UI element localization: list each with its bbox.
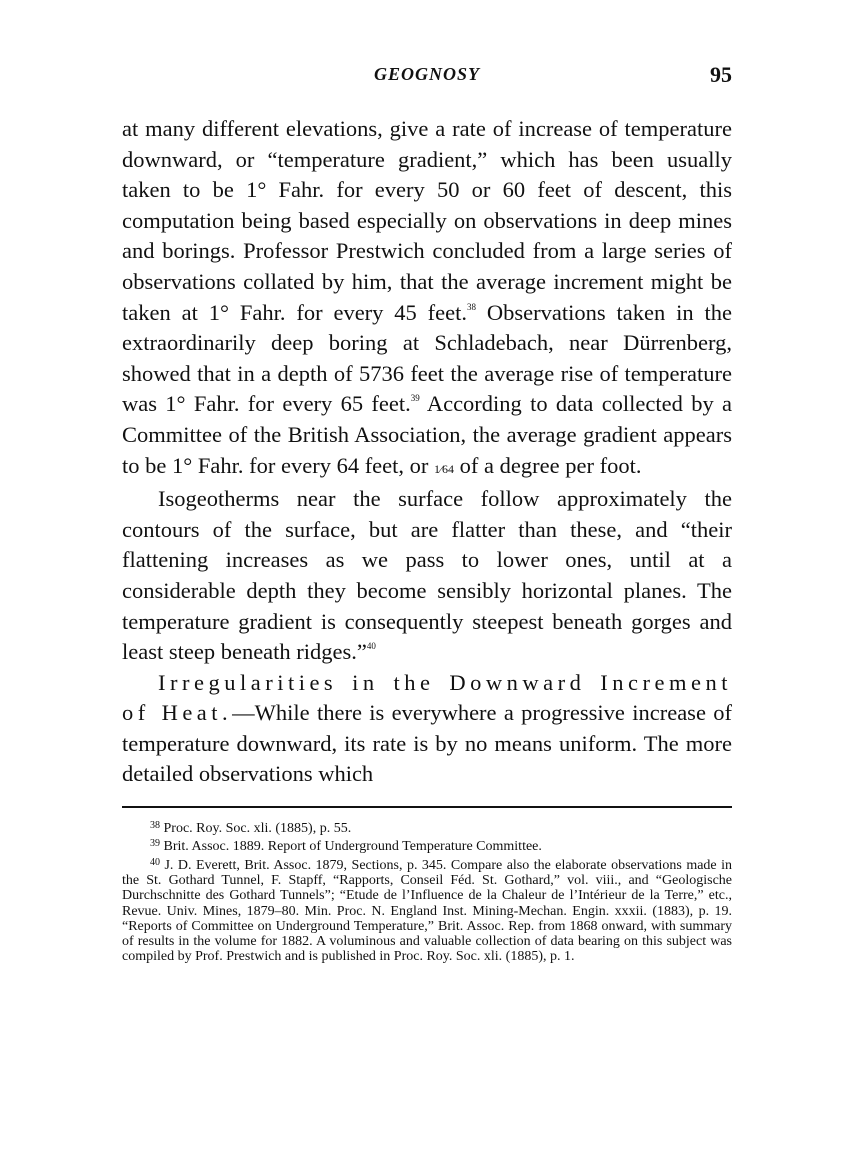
footnote-marker: 38 — [150, 820, 160, 832]
book-page — [122, 62, 732, 965]
footnote-ref-40: 40 — [366, 641, 376, 652]
footnote-marker: 39 — [150, 838, 160, 850]
footnote-marker: 40 — [150, 856, 160, 868]
paragraph-1-text-a: at many different elevations, give a rate of increase of temperature downward, or “temperature gradient,” which has been usually taken to be 1° Fahr. for every 50 or 60 feet of descent, this computation being based especially on observations in deep mines and borings. Professor Prestwich concluded from a large series of observations collated by him, that the average increment might be taken at 1° Fahr. for every 45 feet. — [122, 116, 732, 325]
paragraph-1-text-d: of a degree per foot. — [454, 452, 642, 478]
footnote-ref-39: 39 — [410, 393, 420, 404]
paragraph-1 — [122, 114, 732, 484]
footnote-40 — [122, 855, 732, 965]
footnote-38 — [122, 818, 732, 836]
paragraph-1-text-b: Observations taken in the extraordinarily deep boring at Schladebach, near Dürrenberg, showed that in a depth of 5736 feet the average rise of temperature was 1° Fahr. for every 65 feet. — [122, 299, 732, 417]
page-number: 95 — [710, 62, 732, 87]
footnote-ref-38: 38 — [467, 301, 477, 312]
running-title: GEOGNOSY — [373, 64, 480, 84]
page-header — [122, 62, 732, 92]
paragraph-2-text: Isogeotherms near the surface follow approximately the contours of the surface, but are flatter than these, and “their flattening increases as we pass to lower ones, until at a considerable depth they become sensibly horizontal planes. The temperature gradient is consequently steepest beneath gorges and least steep beneath ridges.” — [122, 486, 732, 665]
footnote-text: J. D. Everett, Brit. Assoc. 1879, Sections, p. 345. Compare also the elaborate observations made in the St. Gothard Tunnel, F. Stapff, “Rapports, Conseil Féd. St. Gothard,” vol. viii., and “Geologische Durchschnitte des Gothard Tunnels”; “Etude de l’Influence de la Chaleur de l’Intérieur de la Terre,” etc., Revue. Univ. Mines, 1879–80. Min. Proc. N. England Inst. Mining-Mechan. Engin. xxxii. (1883), p. 19. “Reports of Committee on Underground Temperature,” Brit. Assoc. Rep. from 1868 onward, with summary of results in the volume for 1882. A voluminous and valuable collection of data bearing on this subject was compiled by Prof. Prestwich and is published in Proc. Roy. Soc. xli. (1885), p. 1. — [122, 857, 732, 965]
paragraph-3-text: —While there is everywhere a progressive increase of temperature downward, its rate is by no means uniform. The more detailed observations which — [122, 700, 732, 787]
footnote-rule — [122, 806, 732, 808]
footnote-39 — [122, 836, 732, 854]
paragraph-1-text-c: According to data collected by a Committee of the British Association, the average gradient appears to be 1° Fahr. for every 64 feet, or — [122, 391, 732, 478]
fraction: 1⁄64 — [434, 461, 455, 476]
footnote-text: Proc. Roy. Soc. xli. (1885), p. 55. — [160, 821, 352, 837]
paragraph-3 — [122, 668, 732, 790]
section-heading: Irregularities in the Downward Increment of Heat. — [122, 669, 732, 726]
body-text — [122, 114, 732, 790]
footnotes — [122, 818, 732, 965]
paragraph-2 — [122, 484, 732, 668]
footnote-text: Brit. Assoc. 1889. Report of Underground Temperature Committee. — [160, 839, 542, 855]
